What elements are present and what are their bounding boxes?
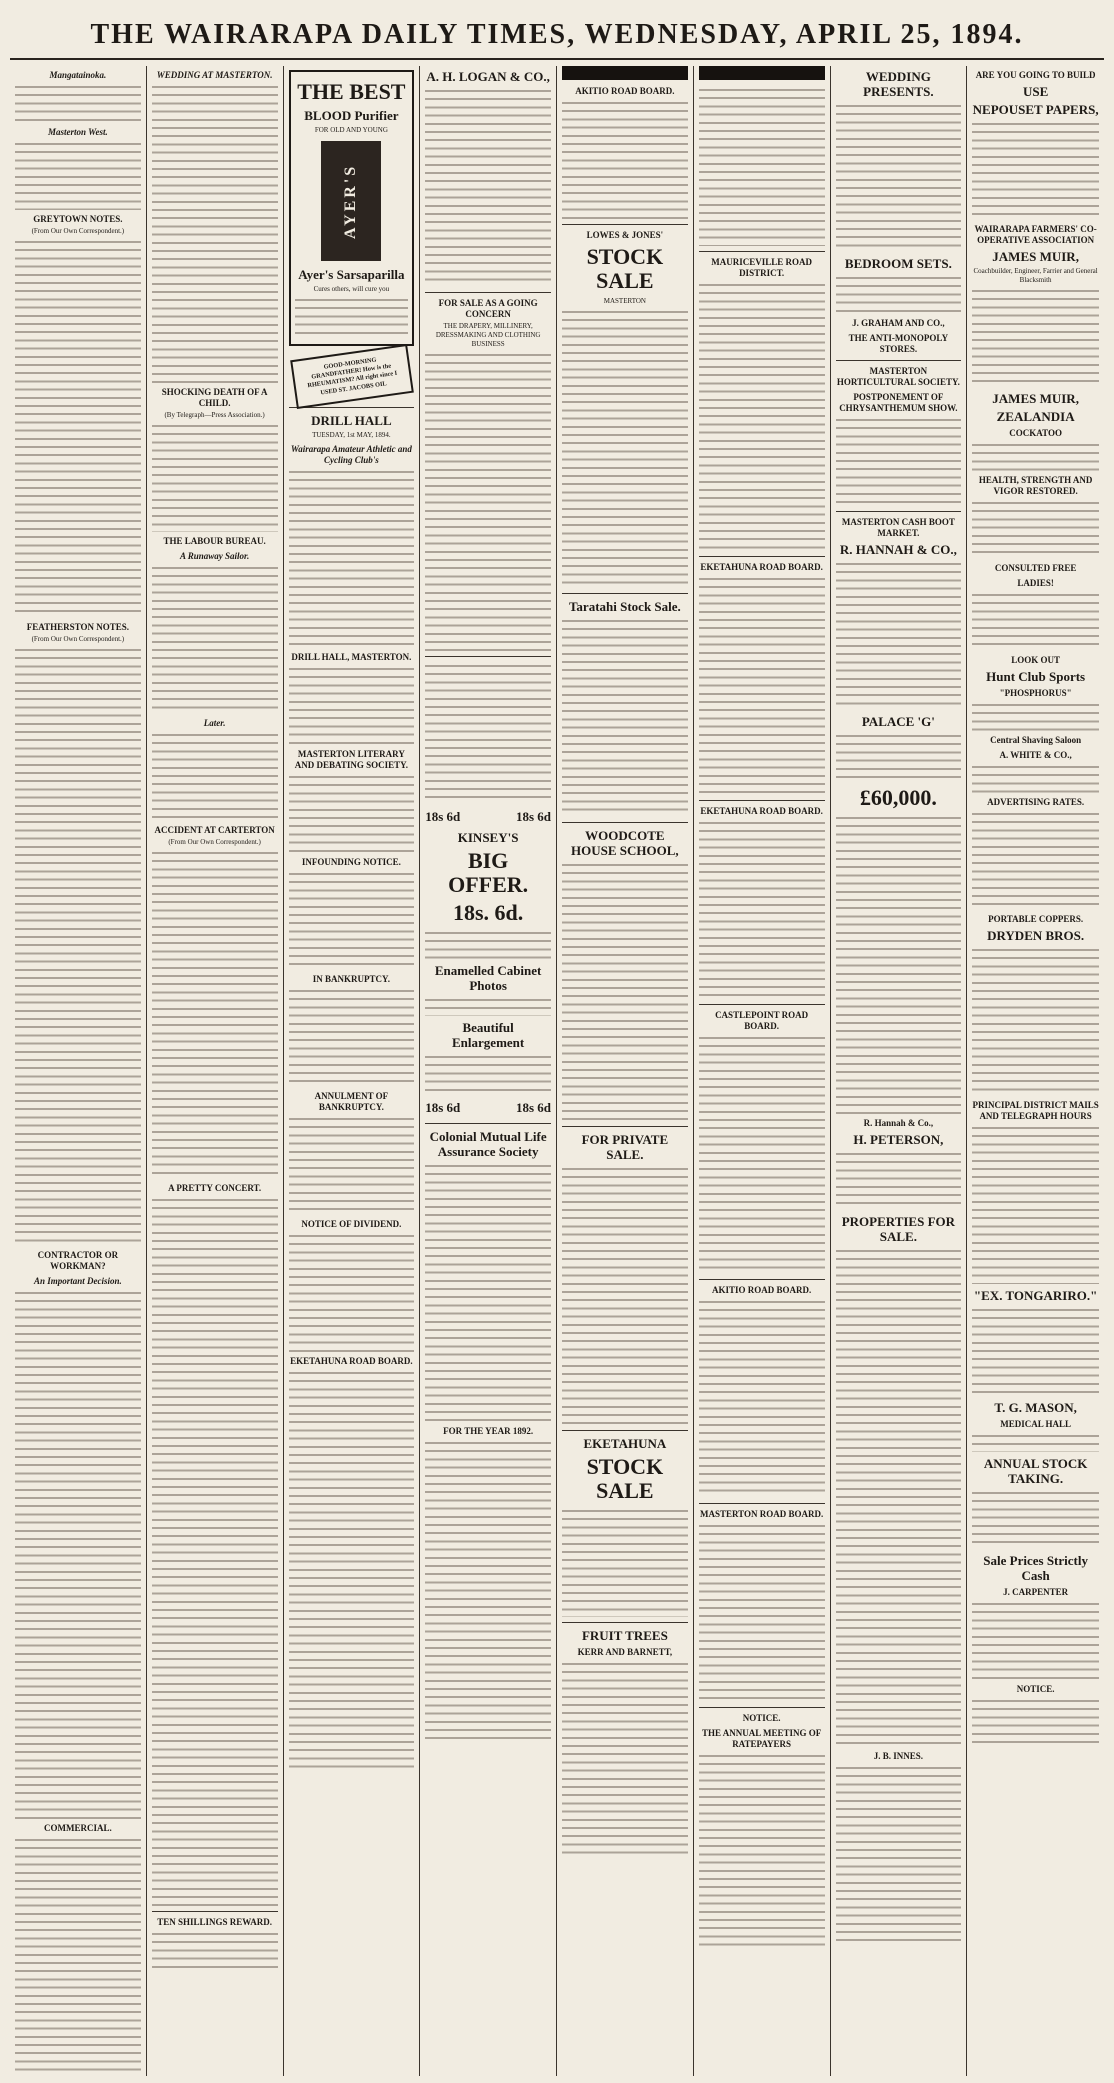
headline: WEDDING PRESENTS. [863, 69, 934, 99]
headline: PORTABLE COPPERS. [988, 914, 1084, 924]
headline: CONTRACTOR OR WORKMAN? [37, 1250, 119, 1271]
divider [425, 656, 551, 657]
headline: NEPOUSET PAPERS, [972, 102, 1099, 117]
subheadline: (From Our Own Correspondent.) [31, 635, 125, 643]
headline: NOTICE. [1016, 1684, 1055, 1694]
text-block [425, 929, 551, 959]
text-block [836, 102, 962, 252]
headline: Mangatainoka. [49, 70, 107, 80]
divider [562, 224, 688, 225]
headline: R. Hannah & Co., [863, 1118, 934, 1128]
text-block [289, 665, 415, 745]
text-block [289, 773, 415, 853]
text-block [699, 575, 825, 795]
headline: CONSULTED FREE [994, 563, 1077, 573]
headline: KERR AND BARNETT, [577, 1647, 673, 1657]
text-block [15, 238, 141, 618]
text-block [972, 1489, 1099, 1549]
headline: "PHOSPHORUS" [999, 688, 1072, 698]
text-block [562, 308, 688, 588]
headline: NOTICE. [742, 1713, 781, 1723]
headline: MEDICAL HALL [1000, 1419, 1071, 1429]
text-block [972, 810, 1099, 910]
text-block [836, 1150, 962, 1210]
subheadline: (From Our Own Correspondent.) [168, 838, 261, 846]
headline: FOR SALE AS A GOING CONCERN [438, 298, 538, 319]
divider [699, 556, 825, 557]
headline: JAMES MUIR, [992, 391, 1079, 406]
headline: WOODCOTE HOUSE SCHOOL, [571, 828, 679, 858]
headline: USE [1022, 84, 1049, 99]
headline: Wairarapa Amateur Athletic and Cycling Club's [290, 443, 412, 465]
headline: WAIRARAPA FARMERS' CO-OPERATIVE ASSOCIATION [974, 224, 1097, 245]
headline: A. H. LOGAN & CO., [426, 69, 550, 84]
text-block [152, 731, 278, 821]
text-block [972, 1124, 1099, 1284]
headline: J. CARPENTER [1003, 1587, 1069, 1597]
text-block [699, 1034, 825, 1274]
headline: GREYTOWN NOTES. [33, 214, 123, 224]
text-block [836, 814, 962, 1114]
headline: ZEALANDIA [996, 409, 1075, 424]
text-block [152, 564, 278, 714]
st-jacobs-oil-advert: GOOD-MORNING GRANDFATHER! How is the RHEUMATISM? All right since I USED ST. JACOBS OIL [290, 344, 413, 409]
headline: Central Shaving Saloon [990, 735, 1082, 745]
text-block [425, 996, 551, 1016]
text-block [152, 422, 278, 532]
divider [699, 800, 825, 801]
headline: R. HANNAH & CO., [839, 542, 957, 557]
text-block [15, 140, 141, 210]
headline: LOWES & JONES' [586, 230, 664, 240]
date-line: TUESDAY, 1st MAY, 1894. [312, 430, 391, 439]
advert-line: FOR OLD AND YOUNG [314, 126, 388, 134]
text-block [972, 763, 1099, 793]
ayers-sarsaparilla-advert [289, 70, 415, 346]
text-block [972, 1432, 1099, 1452]
headline: J. GRAHAM AND CO., [852, 318, 945, 328]
headline: ANNUAL STOCK TAKING. [983, 1456, 1088, 1486]
text-block [425, 662, 551, 802]
divider [836, 360, 962, 361]
text-block [699, 86, 825, 246]
text-block [699, 1522, 825, 1702]
subheadline: An Important Decision. [33, 1276, 122, 1286]
headline: DRILL HALL [311, 412, 392, 428]
subheadline: THE ANTI-MONOPOLY STORES. [848, 333, 949, 354]
column-8 [967, 66, 1104, 2076]
headline: Sale Prices Strictly Cash [983, 1553, 1088, 1583]
subheadline: MASTERTON [603, 297, 646, 305]
text-block [562, 1165, 688, 1425]
subheadline: POSTPONEMENT OF CHRYSANTHEMUM SHOW. [839, 392, 958, 413]
column-4 [420, 66, 557, 2076]
text-block [972, 499, 1099, 559]
headline: A. WHITE & CO., [999, 750, 1072, 760]
text-block [972, 1697, 1099, 1747]
masthead [10, 12, 1104, 60]
divider [699, 1707, 825, 1708]
divider [562, 822, 688, 823]
subheadline: Coachbuilder, Engineer, Farrier and General Blacksmith [973, 267, 1098, 284]
headline: MASTERTON LITERARY AND DEBATING SOCIETY. [294, 748, 409, 770]
headline: EKETAHUNA ROAD BOARD. [700, 806, 823, 816]
headline: DRILL HALL, MASTERTON. [291, 651, 412, 662]
divider [836, 511, 962, 512]
headline: H. PETERSON, [853, 1132, 944, 1147]
text-block [425, 1439, 551, 1739]
headline: ANNULMENT OF BANKRUPTCY. [314, 1090, 389, 1112]
text-block [15, 646, 141, 1246]
text-block [699, 1298, 825, 1498]
subheadline: THE DRAPERY, MILLINERY, DRESSMAKING AND CLOTHING BUSINESS [435, 322, 541, 348]
text-block [972, 441, 1099, 471]
text-block [836, 1247, 962, 1747]
text-block [152, 1196, 278, 1906]
text-block [425, 1162, 551, 1422]
masthead-title: THE WAIRARAPA DAILY TIMES, WEDNESDAY, APRIL 25, 1894. [90, 19, 1024, 50]
column-3 [284, 66, 421, 2076]
headline: AKITIO ROAD BOARD. [575, 86, 675, 96]
headline: INFOUNDING NOTICE. [301, 856, 401, 867]
text-block [836, 416, 962, 506]
damaged-area [562, 66, 688, 80]
text-block [15, 1289, 141, 1819]
price-row [425, 806, 551, 827]
text-block [972, 591, 1099, 651]
headline: BEDROOM SETS. [844, 256, 952, 271]
headline: THE LABOUR BUREAU. [163, 536, 266, 546]
divider [699, 1279, 825, 1280]
headline: "EX. TONGARIRO." [973, 1288, 1098, 1303]
text-block [152, 1930, 278, 1970]
divider [699, 251, 825, 252]
divider [699, 1503, 825, 1504]
headline: ACCIDENT AT CARTERTON [154, 825, 275, 835]
headline: STOCK SALE [586, 1454, 664, 1503]
divider [425, 292, 551, 293]
headline: £60,000. [859, 785, 937, 810]
text-block [15, 1836, 141, 2076]
text-block [836, 560, 962, 710]
advert-price: 18s. 6d. [452, 900, 524, 925]
text-block [972, 701, 1099, 731]
advert-headline: BIG OFFER. [448, 848, 529, 897]
text-block [289, 870, 415, 970]
headline: TEN SHILLINGS REWARD. [157, 1917, 273, 1927]
advert-tagline: Cures others, will cure you [313, 285, 390, 293]
advert-item: Enamelled Cabinet Photos [434, 963, 542, 993]
text-block [972, 120, 1099, 220]
text-block [562, 861, 688, 1121]
headline: EKETAHUNA [583, 1436, 667, 1451]
subheadline: (By Telegraph—Press Association.) [164, 411, 265, 419]
price: 18s 6d [425, 809, 461, 824]
headline: HEALTH, STRENGTH AND VIGOR RESTORED. [978, 475, 1093, 496]
text-block [699, 281, 825, 551]
text-block [562, 1660, 688, 1860]
text-block [972, 287, 1099, 387]
advert-headline: THE BEST [297, 79, 406, 104]
text-block [289, 1232, 415, 1352]
advert-item: Beautiful Enlargement [452, 1020, 525, 1050]
text-block [295, 296, 409, 336]
text-block [836, 732, 962, 782]
text-block [152, 83, 278, 383]
text-block [289, 1115, 415, 1215]
headline: CASTLEPOINT ROAD BOARD. [715, 1010, 809, 1031]
headline: WEDDING AT MASTERTON. [156, 70, 273, 80]
headline: MASTERTON ROAD BOARD. [699, 1509, 824, 1519]
headline: T. G. MASON, [994, 1400, 1077, 1415]
headline: Colonial Mutual Life Assurance Society [429, 1129, 547, 1159]
headline: STOCK SALE [586, 244, 664, 293]
text-block [562, 617, 688, 817]
headline: EKETAHUNA ROAD BOARD. [700, 562, 823, 572]
text-block [289, 987, 415, 1087]
headline: COCKATOO [1009, 428, 1062, 438]
headline: MASTERTON HORTICULTURAL SOCIETY. [836, 366, 960, 387]
advert-subhead: BLOOD Purifier [304, 108, 399, 123]
headline: ADVERTISING RATES. [987, 797, 1085, 807]
columns [10, 66, 1104, 2076]
text-block [972, 1600, 1099, 1680]
text-block [699, 819, 825, 999]
headline: FEATHERSTON NOTES. [26, 622, 129, 632]
damaged-area [699, 66, 825, 80]
text-block [289, 468, 415, 648]
advert-name: KINSEY'S [457, 830, 519, 845]
text-block [15, 83, 141, 123]
headline: LADIES! [1017, 578, 1054, 588]
divider [425, 1123, 551, 1124]
text-block [972, 946, 1099, 1096]
text-block [972, 1306, 1099, 1396]
price: 18s 6d [425, 1100, 461, 1115]
headline: DRYDEN BROS. [987, 928, 1085, 943]
headline: MASTERTON CASH BOOT MARKET. [841, 517, 955, 538]
text-block [289, 1369, 415, 1769]
headline: SHOCKING DEATH OF A CHILD. [161, 387, 268, 408]
divider [562, 1126, 688, 1127]
column-6 [694, 66, 831, 2076]
text-block [699, 1752, 825, 1952]
headline: PALACE 'G' [861, 714, 935, 729]
headline: COMMERCIAL. [44, 1823, 112, 1833]
headline: J. B. INNES. [873, 1751, 923, 1761]
headline: IN BANKRUPTCY. [312, 973, 390, 984]
text-block [562, 1507, 688, 1617]
headline: EKETAHUNA ROAD BOARD. [290, 1355, 413, 1366]
price: 18s 6d [515, 809, 551, 824]
text-block [562, 99, 688, 219]
headline: FOR THE YEAR 1892. [443, 1426, 534, 1436]
text-block [152, 849, 278, 1179]
headline: Taratahi Stock Sale. [568, 599, 681, 614]
column-7 [831, 66, 968, 2076]
headline: NOTICE OF DIVIDEND. [301, 1218, 402, 1229]
headline: LOOK OUT [1011, 655, 1060, 665]
headline: THE ANNUAL MEETING OF RATEPAYERS [701, 1728, 822, 1749]
headline: MAURICEVILLE ROAD DISTRICT. [711, 257, 812, 278]
price-row [425, 1097, 551, 1118]
column-1 [10, 66, 147, 2076]
divider [699, 1004, 825, 1005]
subheadline: A Runaway Sailor. [179, 551, 250, 561]
bottle-illustration: AYER'S [321, 141, 381, 261]
divider [152, 1911, 278, 1912]
advert-product: Ayer's Sarsaparilla [298, 267, 405, 282]
subheadline: (From Our Own Correspondent.) [31, 227, 125, 235]
headline: Later. [203, 718, 226, 728]
headline: PRINCIPAL DISTRICT MAILS AND TELEGRAPH HOURS [972, 1100, 1099, 1121]
headline: Masterton West. [48, 127, 108, 137]
headline: ARE YOU GOING TO BUILD [975, 70, 1096, 80]
headline: A PRETTY CONCERT. [168, 1183, 262, 1193]
headline: FOR PRIVATE SALE. [581, 1132, 669, 1162]
divider [562, 1622, 688, 1623]
text-block [836, 274, 962, 314]
column-2 [147, 66, 284, 2076]
headline: Hunt Club Sports [986, 669, 1086, 684]
divider [562, 593, 688, 594]
headline: FRUIT TREES [581, 1628, 668, 1643]
divider [562, 1430, 688, 1431]
text-block [425, 87, 551, 287]
text-block [425, 351, 551, 651]
price: 18s 6d [515, 1100, 551, 1115]
text-block [425, 1053, 551, 1093]
text-block [836, 1764, 962, 1944]
headline: JAMES MUIR, [992, 249, 1079, 264]
column-5 [557, 66, 694, 2076]
headline: AKITIO ROAD BOARD. [711, 1285, 812, 1295]
headline: PROPERTIES FOR SALE. [841, 1214, 956, 1244]
